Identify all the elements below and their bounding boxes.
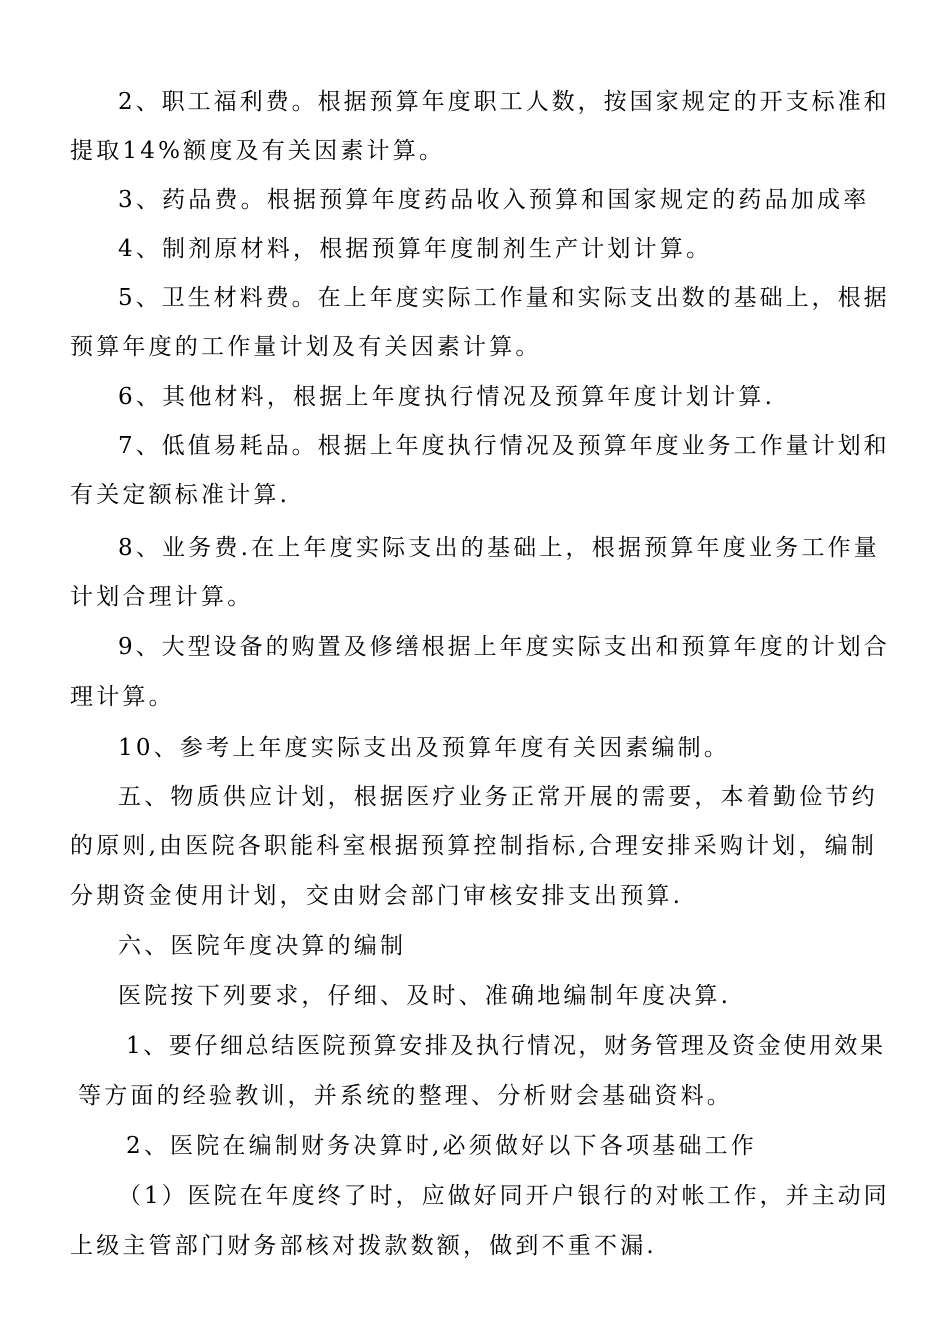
paragraph-line-bank-reconcile-cont: 上级主管部门财务部核对拨款数额，做到不重不漏. <box>70 1233 657 1259</box>
section-line-supply-plan: 五、物质供应计划，根据医疗业务正常开展的需要，本着勤俭节约 <box>118 784 878 810</box>
paragraph-line-requirements: 医院按下列要求，仔细、及时、准确地编制年度决算. <box>118 983 732 1009</box>
paragraph-line-basic-work: 2、医院在编制财务决算时,必须做好以下各项基础工作 <box>126 1133 757 1159</box>
paragraph-line-materials: 4、制剂原材料，根据预算年度制剂生产计划计算。 <box>118 236 713 262</box>
paragraph-line-other-materials: 6、其他材料，根据上年度执行情况及预算年度计划计算. <box>118 384 776 410</box>
paragraph-line-sanitary-cont: 预算年度的工作量计划及有关因素计算。 <box>70 334 542 360</box>
section-heading-final-accounts: 六、医院年度决算的编制 <box>118 933 407 959</box>
section-line-supply-plan-end: 分期资金使用计划，交由财会部门审核安排支出预算. <box>70 883 684 909</box>
paragraph-line-summary-cont: 等方面的经验教训，并系统的整理、分析财会基础资料。 <box>78 1083 733 1109</box>
section-line-supply-plan-cont: 的原则,由医院各职能科室根据预算控制指标,合理安排采购计划，编制 <box>70 833 878 859</box>
paragraph-line-business-cont: 计划合理计算。 <box>70 584 254 610</box>
paragraph-line-drugs: 3、药品费。根据预算年度药品收入预算和国家规定的药品加成率 <box>118 187 870 213</box>
paragraph-line-summary: 1、要仔细总结医院预算安排及执行情况，财务管理及资金使用效果 <box>126 1033 886 1059</box>
paragraph-line-equipment: 9、大型设备的购置及修缮根据上年度实际支出和预算年度的计划合 <box>118 634 890 660</box>
paragraph-line-consumables: 7、低值易耗品。根据上年度执行情况及预算年度业务工作量计划和 <box>118 433 890 459</box>
paragraph-line-reference: 10、参考上年度实际支出及预算年度有关因素编制。 <box>118 735 731 761</box>
paragraph-line-sanitary: 5、卫生材料费。在上年度实际工作量和实际支出数的基础上，根据 <box>118 285 890 311</box>
paragraph-line-welfare: 2、职工福利费。根据预算年度职工人数，按国家规定的开支标准和 <box>118 89 890 115</box>
paragraph-line-welfare-cont: 提取14%额度及有关因素计算。 <box>70 138 446 164</box>
paragraph-line-equipment-cont: 理计算。 <box>70 684 175 710</box>
paragraph-line-consumables-cont: 有关定额标准计算. <box>70 482 291 508</box>
paragraph-line-bank-reconcile: （1）医院在年度终了时，应做好同开户银行的对帐工作，并主动同 <box>118 1183 890 1209</box>
paragraph-line-business: 8、业务费.在上年度实际支出的基础上，根据预算年度业务工作量 <box>118 535 880 561</box>
